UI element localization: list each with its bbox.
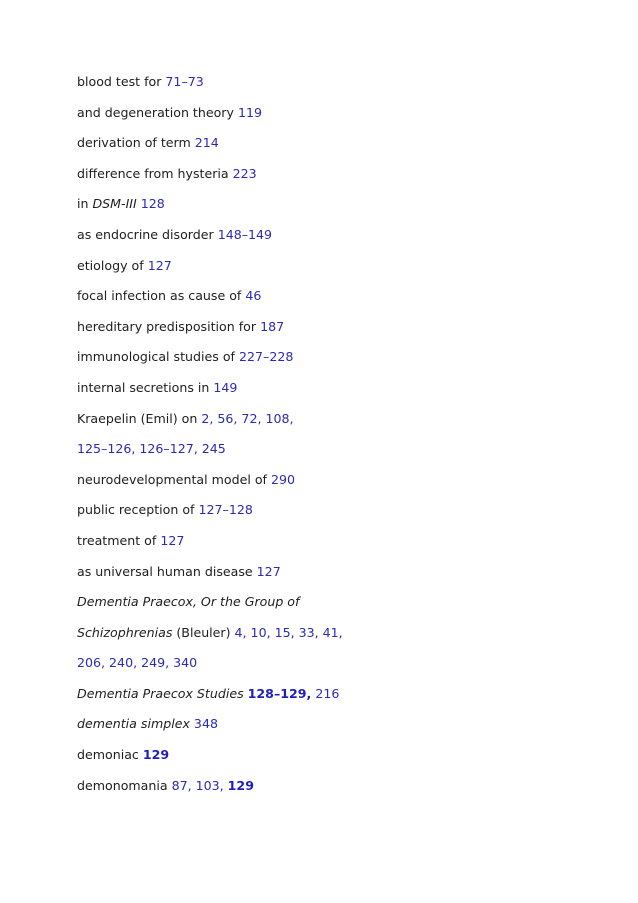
entry-text: etiology of xyxy=(77,257,148,273)
entry-text: in xyxy=(77,196,93,212)
entry-text: derivation of term xyxy=(77,135,195,151)
page-reference-link[interactable]: 227–228 xyxy=(238,349,294,365)
page-reference-link[interactable]: 149 xyxy=(213,379,238,395)
page-reference-link-bold[interactable]: 129 xyxy=(227,777,254,793)
page-reference-link[interactable]: 87, 103, xyxy=(171,777,228,793)
entry-text: as endocrine disorder xyxy=(77,226,218,242)
index-entry xyxy=(77,441,617,472)
index-entry xyxy=(77,655,617,686)
page-reference-link-bold[interactable]: 128–129, xyxy=(247,685,312,701)
index-entry xyxy=(77,319,617,350)
entry-text: internal secretions in xyxy=(77,379,214,395)
entry-text: hereditary predisposition for xyxy=(77,318,261,334)
index-entry xyxy=(77,411,617,442)
index-entry xyxy=(77,166,617,197)
page-reference-link[interactable]: 46 xyxy=(245,288,262,304)
page-reference-link[interactable]: 216 xyxy=(311,685,340,701)
page-reference-link[interactable]: 127 xyxy=(256,563,281,579)
entry-text: and degeneration theory xyxy=(77,104,238,120)
index-entry-list xyxy=(77,74,617,808)
index-entry xyxy=(77,196,617,227)
index-entry xyxy=(77,74,617,105)
index-entry xyxy=(77,135,617,166)
italic-title-text: Dementia Praecox, Or the Group of xyxy=(77,594,300,610)
entry-text: Kraepelin (Emil) on xyxy=(77,410,202,426)
italic-title-text: dementia simplex xyxy=(77,716,190,732)
page-reference-link[interactable]: 119 xyxy=(237,104,262,120)
index-entry xyxy=(77,686,617,717)
page-reference-link[interactable]: 127 xyxy=(147,257,172,273)
index-entry xyxy=(77,625,617,656)
index-entry xyxy=(77,105,617,136)
entry-text: difference from hysteria xyxy=(77,165,233,181)
page-reference-link[interactable]: 127 xyxy=(160,532,185,548)
index-entry xyxy=(77,564,617,595)
entry-text: demonomania xyxy=(77,777,172,793)
page-reference-link[interactable]: 127–128 xyxy=(198,502,253,518)
page-reference-link[interactable]: 2, 56, 72, 108, xyxy=(201,410,294,426)
index-entry xyxy=(77,747,617,778)
page-reference-link[interactable]: 187 xyxy=(260,318,285,334)
page-reference-link[interactable]: 206, 240, 249, 340 xyxy=(77,655,198,671)
entry-text: treatment of xyxy=(77,532,161,548)
index-page xyxy=(77,74,617,808)
page-reference-link-bold[interactable]: 129 xyxy=(142,747,170,763)
italic-title-text: Dementia Praecox Studies xyxy=(77,685,244,701)
page-reference-link[interactable]: 71–73 xyxy=(165,74,204,89)
index-entry xyxy=(77,227,617,258)
index-entry xyxy=(77,594,617,625)
page-reference-link[interactable]: 128 xyxy=(136,196,165,212)
page-reference-link[interactable]: 223 xyxy=(232,165,257,181)
index-entry xyxy=(77,472,617,503)
index-entry xyxy=(77,380,617,411)
index-entry xyxy=(77,502,617,533)
index-entry xyxy=(77,349,617,380)
index-entry xyxy=(77,778,617,809)
entry-text: neurodevelopmental model of xyxy=(77,471,271,487)
page-reference-link[interactable]: 290 xyxy=(270,471,296,487)
index-entry xyxy=(77,288,617,319)
page-reference-link[interactable]: 4, 10, 15, 33, 41, xyxy=(234,624,343,640)
page-reference-link[interactable]: 125–126, 126–127, 245 xyxy=(77,441,226,457)
entry-text: (Bleuler) xyxy=(172,624,235,640)
index-entry xyxy=(77,716,617,747)
entry-text: demoniac xyxy=(77,747,143,763)
entry-text: blood test for xyxy=(77,74,166,89)
page-reference-link[interactable]: 214 xyxy=(194,135,219,151)
entry-text: as universal human disease xyxy=(77,563,257,579)
page-reference-link[interactable]: 148–149 xyxy=(217,226,273,242)
italic-title-text: Schizophrenias xyxy=(77,624,173,640)
entry-text: focal infection as cause of xyxy=(77,288,246,304)
index-entry xyxy=(77,258,617,289)
index-entry xyxy=(77,533,617,564)
italic-title-text: DSM-III xyxy=(92,196,137,212)
entry-text: immunological studies of xyxy=(77,349,239,365)
entry-text: public reception of xyxy=(77,502,199,518)
page-reference-link[interactable]: 348 xyxy=(189,716,218,732)
